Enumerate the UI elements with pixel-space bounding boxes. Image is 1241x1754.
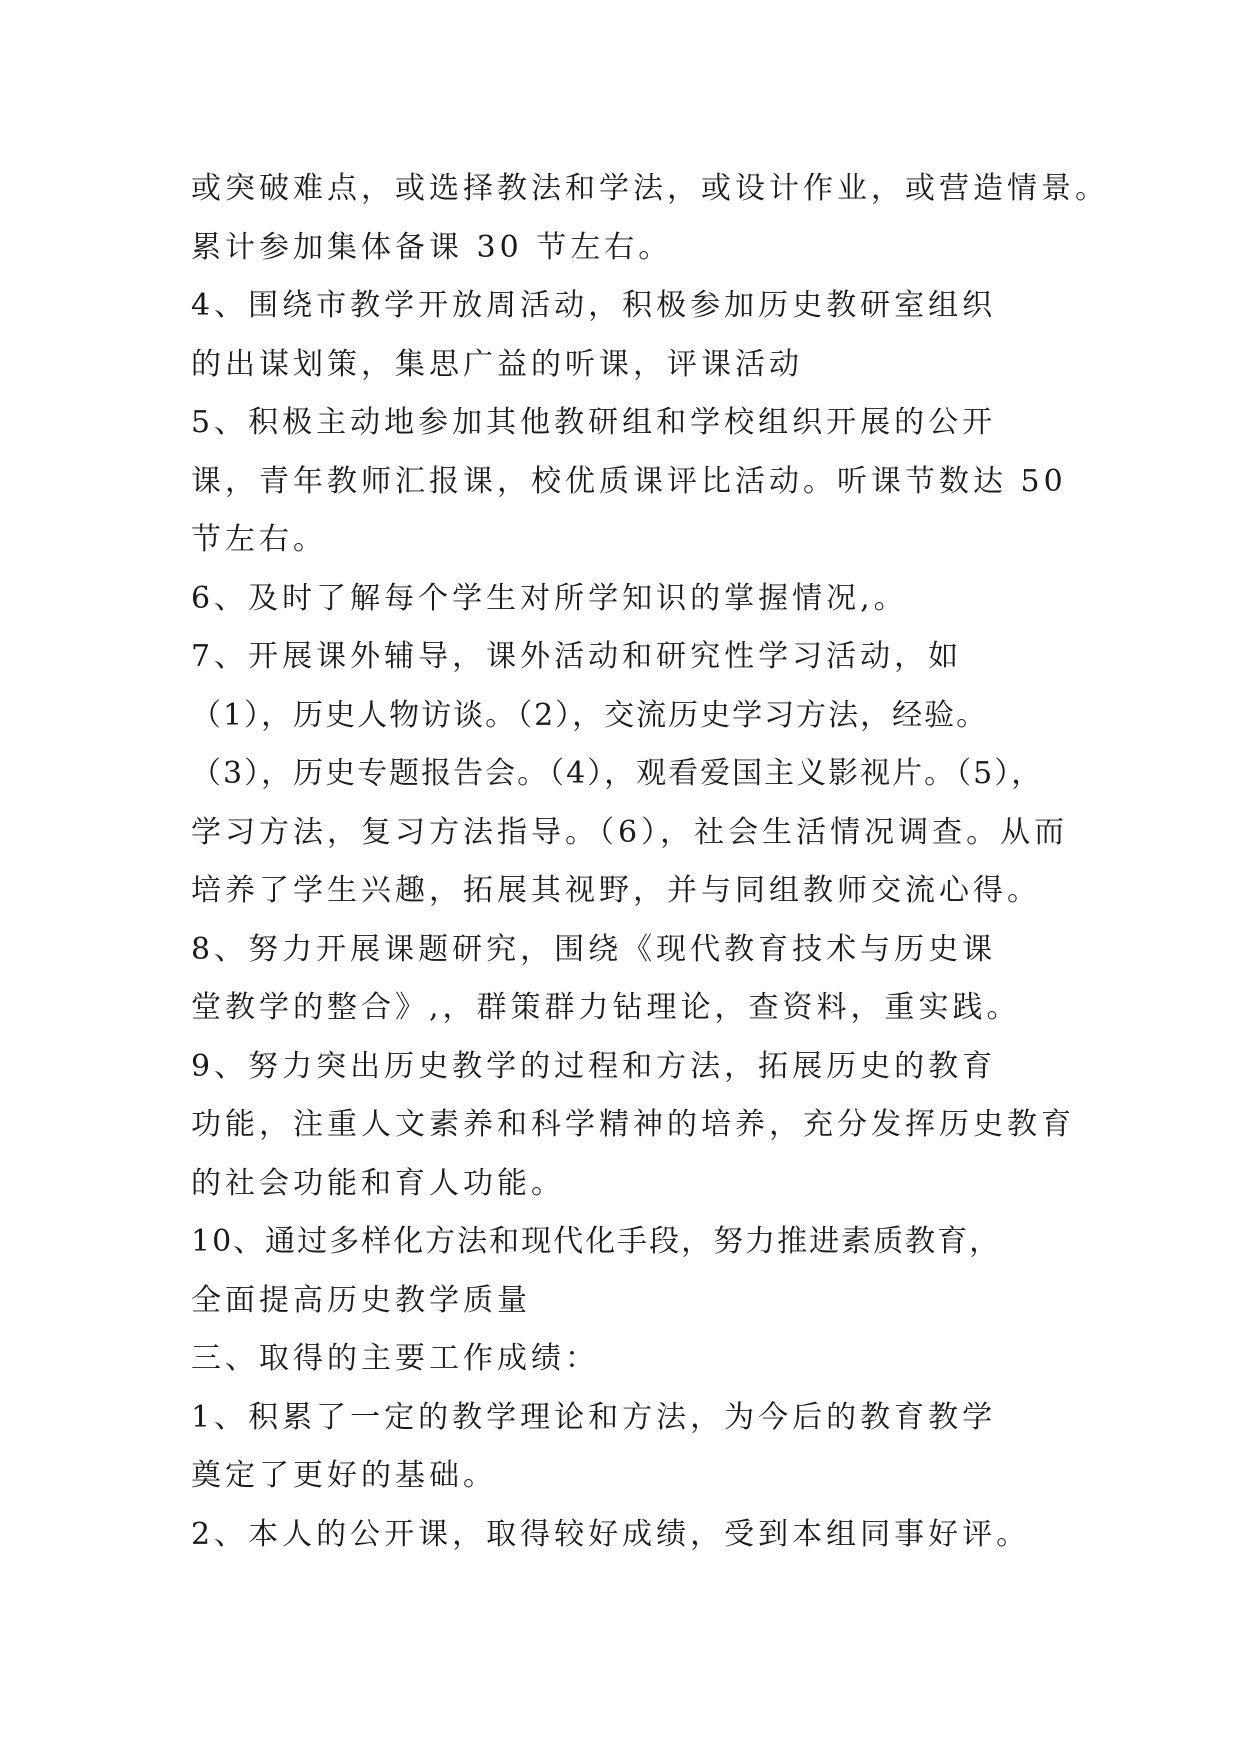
achievement-1-line-2: 奠定了更好的基础。 xyxy=(191,1458,497,1493)
achievement-2-line-1: 2、本人的公开课，取得较好成绩，受到本组同事好评。 xyxy=(191,1516,1031,1552)
item-5-line-1: 5、积极主动地参加其他教研组和学校组织开展的公开 xyxy=(191,405,997,440)
item-9-line-3: 的社会功能和育人功能。 xyxy=(191,1165,565,1201)
item-6-line-1: 6、及时了解每个学生对所学知识的掌握情况,。 xyxy=(191,580,908,616)
item-9-line-1: 9、努力突出历史教学的过程和方法，拓展历史的教育 xyxy=(191,1048,997,1084)
item-7-line-5: 培养了学生兴趣，拓展其视野，并与同组教师交流心得。 xyxy=(191,873,1041,908)
item-4-line-2: 的出谋划策，集思广益的听课，评课活动 xyxy=(191,346,803,382)
document-body xyxy=(191,160,1109,1564)
item-8-line-1: 8、努力开展课题研究，围绕《现代教育技术与历史课 xyxy=(191,931,997,967)
item-4-line-1: 4、围绕市教学开放周活动，积极参加历史教研室组织 xyxy=(191,288,997,323)
item-9-line-2: 功能，注重人文素养和科学精神的培养，充分发挥历史教育 xyxy=(191,1107,1075,1142)
item-8-line-2: 堂教学的整合》,，群策群力钻理论，查资料，重实践。 xyxy=(191,990,1021,1025)
item-10-line-2: 全面提高历史教学质量 xyxy=(191,1282,531,1318)
body-line-2: 累计参加集体备课 30 节左右。 xyxy=(191,229,673,265)
item-10-line-1: 10、通过多样化方法和现代化手段，努力推进素质教育， xyxy=(191,1224,1002,1259)
body-line-1: 或突破难点，或选择教法和学法，或设计作业，或营造情景。 xyxy=(191,171,1109,206)
item-7-line-2: （1），历史人物访谈。（2），交流历史学习方法，经验。 xyxy=(191,697,989,733)
item-7-line-4: 学习方法，复习方法指导。（6），社会生活情况调查。从而 xyxy=(191,814,1069,850)
item-5-line-3: 节左右。 xyxy=(191,522,327,557)
item-5-line-2: 课，青年教师汇报课，校优质课评比活动。听课节数达 50 xyxy=(191,463,1067,499)
item-7-line-3: （3），历史专题报告会。（4），观看爱国主义影视片。（5）， xyxy=(191,756,1044,791)
achievement-1-line-1: 1、积累了一定的教学理论和方法，为今后的教育教学 xyxy=(191,1399,997,1435)
item-7-line-1: 7、开展课外辅导，课外活动和研究性学习活动，如 xyxy=(191,639,963,674)
section-3-heading: 三、取得的主要工作成绩： xyxy=(191,1341,599,1376)
